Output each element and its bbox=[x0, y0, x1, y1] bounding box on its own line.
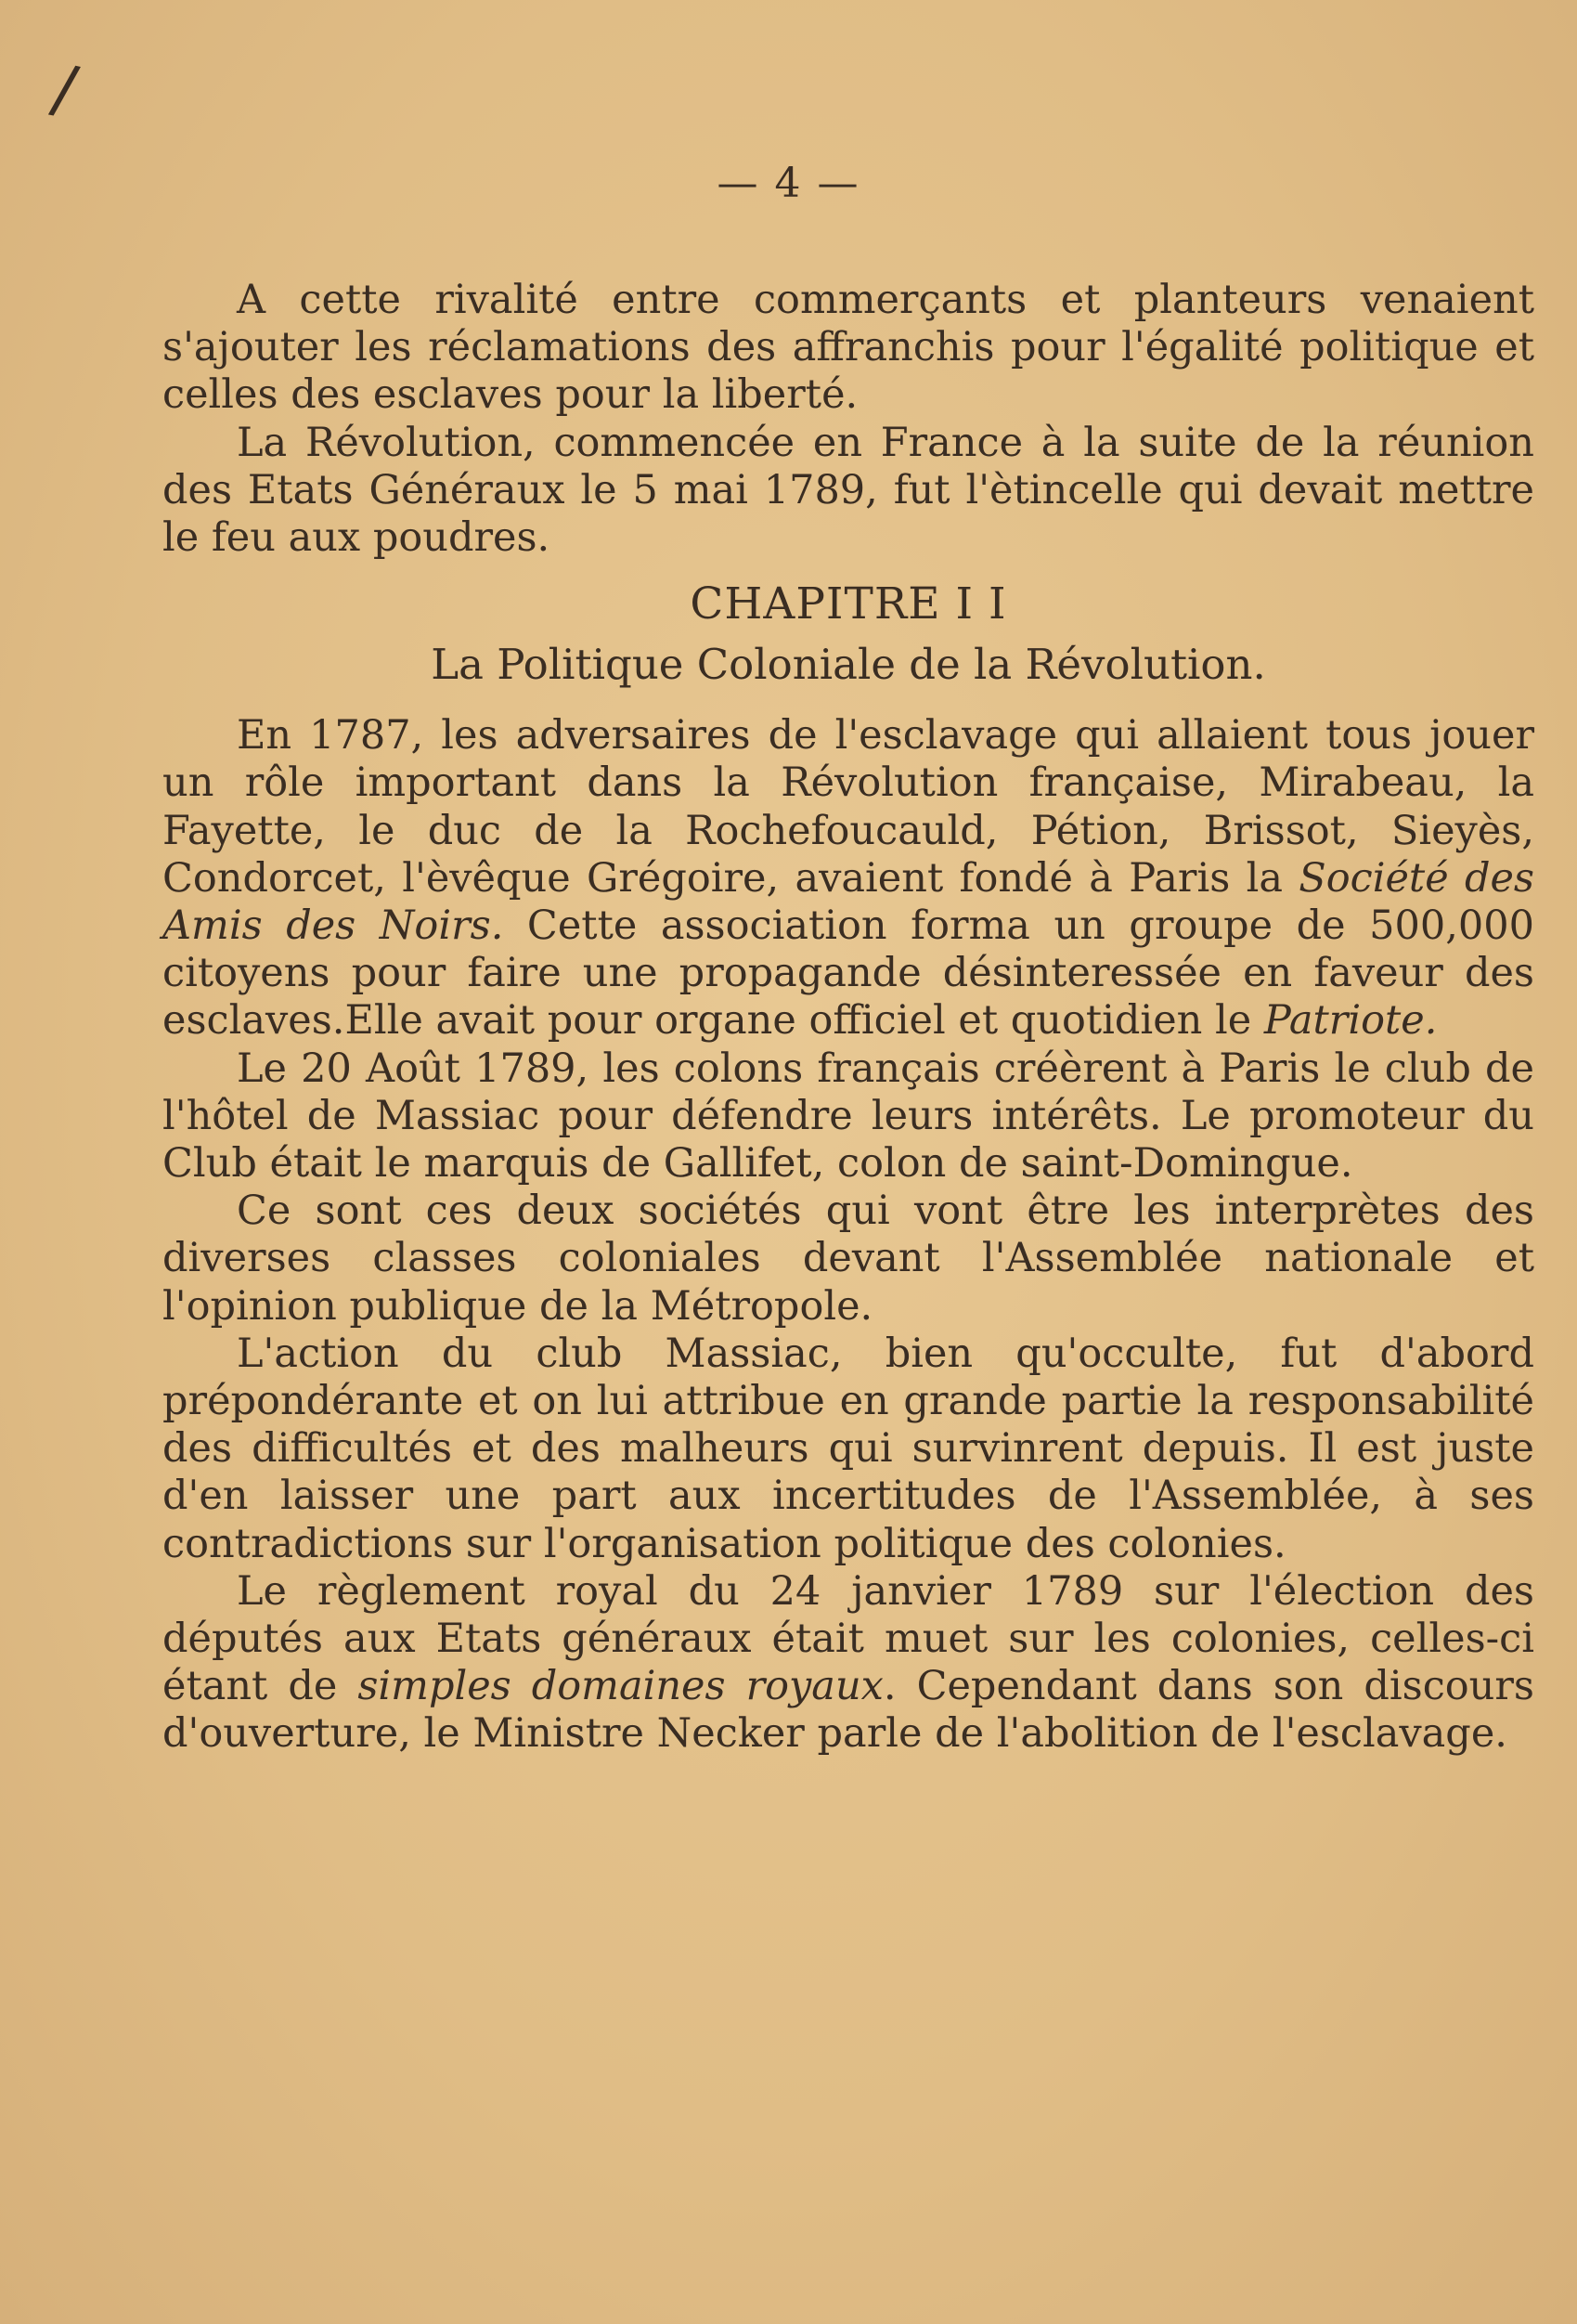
chapter-title: CHAPITRE I I bbox=[690, 578, 1007, 630]
paragraph-7-text-a: Le règlement royal du 24 janvier 1789 sur l'élection des députés aux Etats généraux était muet sur les colonies, celles-ci étant de bbox=[162, 1567, 1534, 1710]
paragraph-6: L'action du club Massiac, bien qu'occulte, fut d'abord prépondérante et on lui attribue en grande partie la responsabilité des difficultés et des malheurs qui survinrent depuis. Il est juste d'en laisser une part aux incertitudes de l'Assemblée, à ses contradictions sur l'organisation politique des colonies. bbox=[162, 1330, 1534, 1567]
newspaper-name: Patriote. bbox=[1263, 997, 1438, 1045]
paragraph-5: Ce sont ces deux sociétés qui vont être les interprètes des diverses classes coloniales devant l'Assemblée nationale et l'opinion publique de la Métropole. bbox=[162, 1188, 1534, 1330]
paragraph-1: A cette rivalité entre commerçants et planteurs venaient s'ajouter les réclamations des affranchis pour l'égalité politique et celles des esclaves pour la liberté. bbox=[162, 277, 1534, 419]
margin-mark: / bbox=[45, 49, 84, 129]
body-text bbox=[162, 277, 1534, 1759]
paragraph-2: La Révolution, commencée en France à la suite de la réunion des Etats Généraux le 5 mai 1789, fut l'ètincelle qui devait mettre le feu aux poudres. bbox=[162, 419, 1534, 562]
chapter-subtitle: La Politique Coloniale de la Révolution. bbox=[431, 640, 1266, 690]
paragraph-3 bbox=[162, 712, 1534, 1045]
paragraph-4: Le 20 Août 1789, les colons français créèrent à Paris le club de l'hôtel de Massiac pour défendre leurs intérêts. Le promoteur du Club était le marquis de Gallifet, colon de saint-Domingue. bbox=[162, 1045, 1534, 1188]
paragraph-7-text-b: . Cependant dans son discours d'ouverture, le Ministre Necker parle de l'abolition de l'esclavage. bbox=[162, 1663, 1534, 1758]
paragraph-3-text-a: En 1787, les adversaires de l'esclavage qui allaient tous jouer un rôle important dans la Révolution française, Mirabeau, la Fayette, le duc de la Rochefoucauld, Pétion, Brissot, Sieyès, Condorcet, l'èvêque Grégoire, avaient fondé à Paris la bbox=[162, 712, 1534, 902]
paragraph-3-text-b: Cette association forma un groupe de 500,000 citoyens pour faire une propagande désinteressée en faveur des esclaves.Elle avait pour organe officiel et quotidien le bbox=[162, 902, 1534, 1045]
page-number: — 4 — bbox=[717, 160, 860, 207]
domaines-royaux: simples domaines royaux bbox=[357, 1663, 884, 1710]
paragraph-7 bbox=[162, 1568, 1534, 1759]
society-name: Société des Amis des Noirs. bbox=[162, 854, 1534, 950]
